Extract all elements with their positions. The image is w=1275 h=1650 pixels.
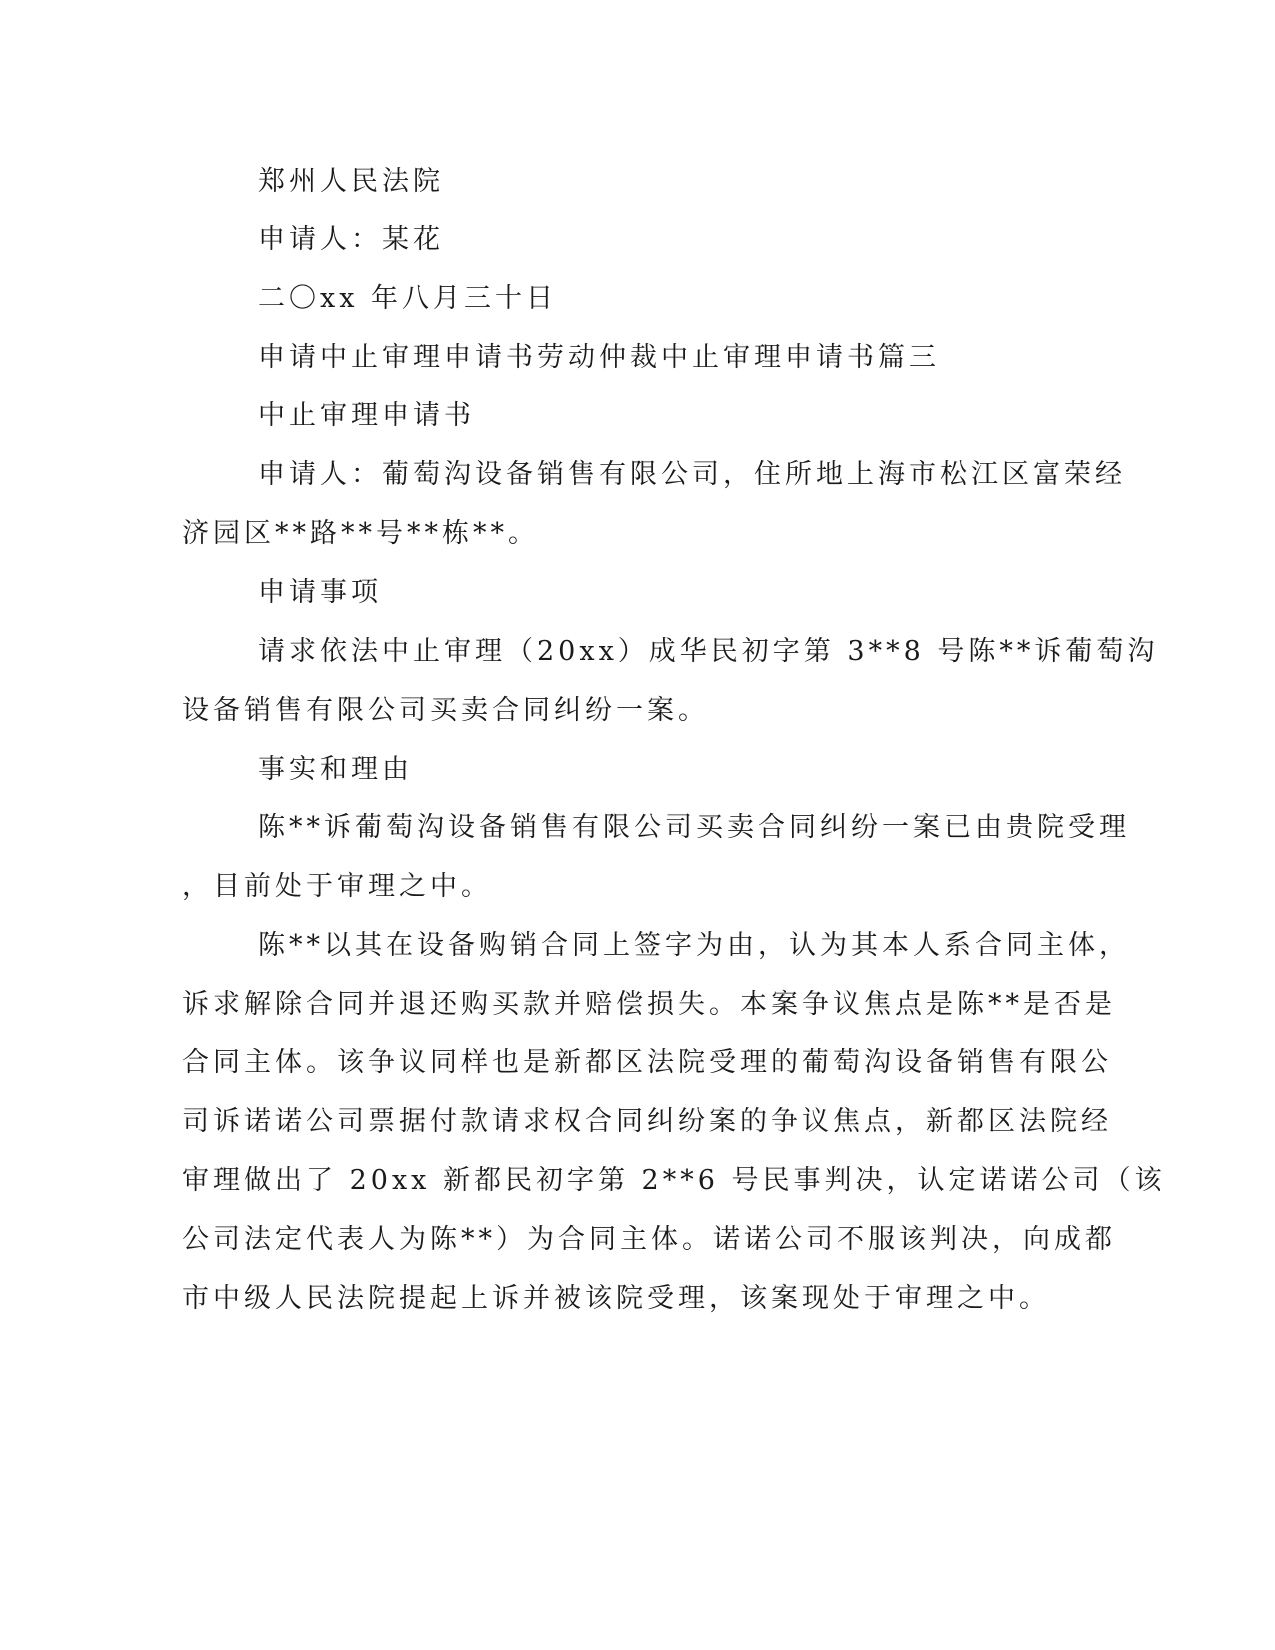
request-paragraph-line: 请求依法中止审理（20xx）成华民初字第 3**8 号陈**诉葡萄沟: [258, 636, 1159, 667]
reason-paragraph-line: 陈**以其在设备购销合同上签字为由，认为其本人系合同主体，: [258, 930, 1130, 961]
reason-paragraph-line: 司诉诺诺公司票据付款请求权合同纠纷案的争议焦点，新都区法院经: [182, 1106, 1112, 1137]
facts-paragraph-line: ，目前处于审理之中。: [182, 871, 492, 902]
facts-heading: 事实和理由: [258, 754, 413, 785]
applicant-paragraph-line: 申请人：葡萄沟设备销售有限公司，住所地上海市松江区富荣经: [258, 459, 1126, 490]
reason-paragraph-line: 合同主体。该争议同样也是新都区法院受理的葡萄沟设备销售有限公: [182, 1047, 1112, 1078]
reason-paragraph-line: 诉求解除合同并退还购买款并赔偿损失。本案争议焦点是陈**是否是: [182, 989, 1116, 1020]
applicant-signature: 申请人：某花: [258, 224, 444, 255]
document-title: 中止审理申请书: [258, 400, 475, 431]
requests-heading: 申请事项: [258, 577, 382, 608]
court-name: 郑州人民法院: [258, 166, 444, 197]
signature-date: 二〇xx 年八月三十日: [258, 283, 558, 314]
section-heading: 申请中止审理申请书劳动仲裁中止审理申请书篇三: [258, 342, 940, 373]
facts-paragraph-line: 陈**诉葡萄沟设备销售有限公司买卖合同纠纷一案已由贵院受理: [258, 812, 1130, 843]
reason-paragraph-line: 市中级人民法院提起上诉并被该院受理，该案现处于审理之中。: [182, 1283, 1050, 1314]
reason-paragraph-line: 公司法定代表人为陈**）为合同主体。诺诺公司不服该判决，向成都: [182, 1224, 1116, 1255]
request-paragraph-line: 设备销售有限公司买卖合同纠纷一案。: [182, 695, 709, 726]
applicant-paragraph-line: 济园区**路**号**栋**。: [182, 518, 539, 549]
reason-paragraph-line: 审理做出了 20xx 新都民初字第 2**6 号民事判决，认定诺诺公司（该: [182, 1165, 1166, 1196]
